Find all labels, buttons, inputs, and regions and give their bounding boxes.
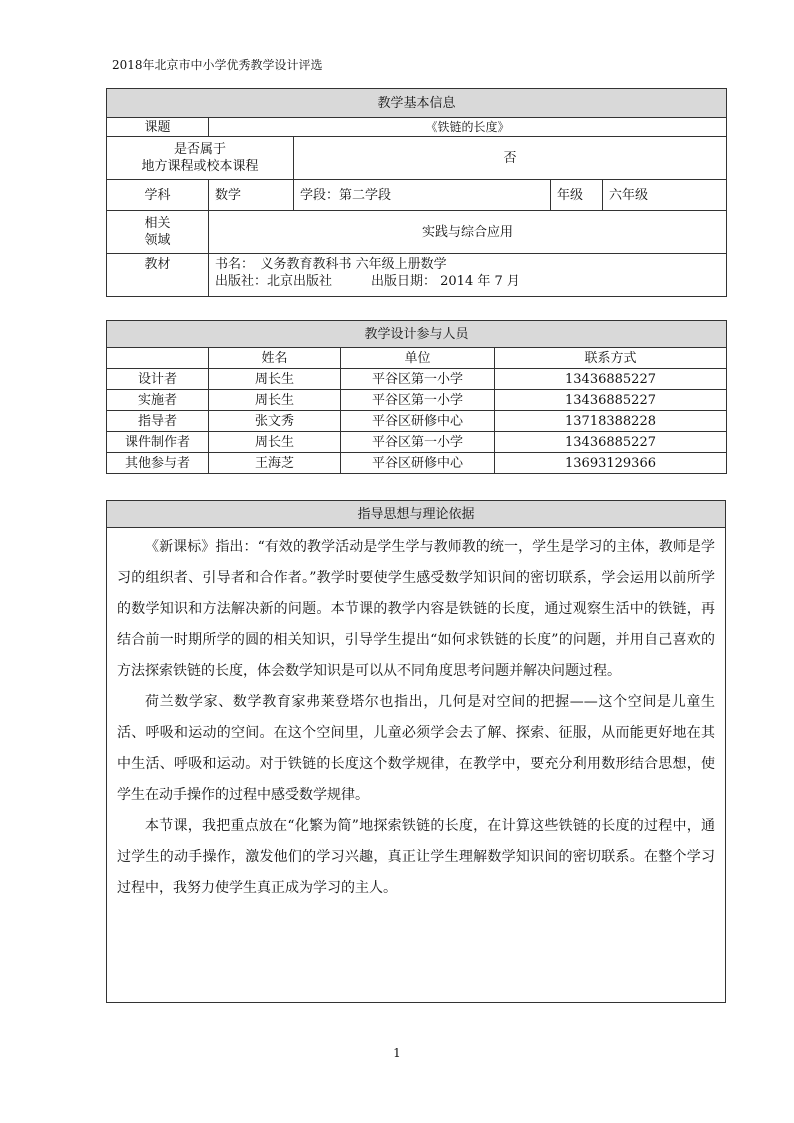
participant-unit: 平谷区第一小学 xyxy=(341,390,495,411)
table-row xyxy=(107,411,727,432)
participant-unit: 平谷区研修中心 xyxy=(341,453,495,474)
basic-info-table xyxy=(106,88,727,297)
participants-table xyxy=(106,320,727,474)
participant-unit: 平谷区第一小学 xyxy=(341,432,495,453)
table-row xyxy=(107,390,727,411)
participant-role: 指导者 xyxy=(107,411,209,432)
local-course-value: 否 xyxy=(294,137,727,180)
table-row xyxy=(107,453,727,474)
guidance-table xyxy=(106,500,726,1003)
textbook-info xyxy=(209,254,727,297)
column-header-role xyxy=(107,348,209,369)
participant-name: 周长生 xyxy=(209,390,341,411)
participant-unit: 平谷区第一小学 xyxy=(341,369,495,390)
grade-value: 六年级 xyxy=(603,180,727,211)
guidance-paragraph: 荷兰数学家、数学教育家弗莱登塔尔也指出，几何是对空间的把握——这个空间是儿童生活、呼吸和运动的空间。在这个空间里，儿童必须学会去了解、探索、征服，从而能更好地在其中生活、呼吸和运动。对于铁链的长度这个数学规律，在教学中，要充分利用数形结合思想，使学生在动手操作的过程中感受数学规律。 xyxy=(117,694,715,803)
grade-label: 年级 xyxy=(551,180,603,211)
participant-name: 王海芝 xyxy=(209,453,341,474)
participant-name: 张文秀 xyxy=(209,411,341,432)
participant-role: 其他参与者 xyxy=(107,453,209,474)
participants-heading: 教学设计参与人员 xyxy=(107,321,727,348)
participant-contact: 13436885227 xyxy=(495,390,727,411)
guidance-heading: 指导思想与理论依据 xyxy=(107,501,726,528)
column-header-contact: 联系方式 xyxy=(495,348,727,369)
subject-label: 学科 xyxy=(107,180,209,211)
page-header: 2018年北京市中小学优秀教学设计评选 xyxy=(112,58,323,72)
column-header-name: 姓名 xyxy=(209,348,341,369)
stage-value: 学段：第二学段 xyxy=(294,180,551,211)
participant-role: 实施者 xyxy=(107,390,209,411)
table-row xyxy=(107,432,727,453)
domain-label: 相关 领域 xyxy=(107,211,209,254)
guidance-content xyxy=(107,528,726,1003)
table-row xyxy=(107,369,727,390)
participant-role: 课件制作者 xyxy=(107,432,209,453)
domain-value: 实践与综合应用 xyxy=(209,211,727,254)
textbook-title-line: 书名： 义务教育教科书 六年级上册数学 xyxy=(215,257,447,272)
textbook-label: 教材 xyxy=(107,254,209,297)
local-course-label: 是否属于 地方课程或校本课程 xyxy=(107,137,294,180)
guidance-paragraph: 本节课，我把重点放在“化繁为简”地探索铁链的长度，在计算这些铁链的长度的过程中，通过学生的动手操作，激发他们的学习兴趣，真正让学生理解数学知识间的密切联系。在整个学习过程中，我努力使学生真正成为学习的主人。 xyxy=(117,818,715,896)
participant-name: 周长生 xyxy=(209,369,341,390)
page-number: 1 xyxy=(393,1046,401,1060)
guidance-paragraph: 《新课标》指出：“有效的教学活动是学生学与教师教的统一，学生是学习的主体，教师是学习的组织者、引导者和合作者。”教学时要使学生感受数学知识间的密切联系，学会运用以前所学的数学知识和方法解决新的问题。本节课的教学内容是铁链的长度，通过观察生活中的铁链，再结合前一时期所学的圆的相关知识，引导学生提出“如何求铁链的长度”的问题，并用自己喜欢的方法探索铁链的长度，体会数学知识是可以从不同角度思考问题并解决问题过程。 xyxy=(117,539,715,679)
participant-contact: 13693129366 xyxy=(495,453,727,474)
subject-value: 数学 xyxy=(209,180,294,211)
title-label: 课题 xyxy=(107,118,209,137)
participant-name: 周长生 xyxy=(209,432,341,453)
participant-contact: 13436885227 xyxy=(495,369,727,390)
textbook-publisher-line: 出版社：北京出版社 出版日期： 2014 年 7 月 xyxy=(215,274,520,289)
participant-contact: 13436885227 xyxy=(495,432,727,453)
basic-info-heading: 教学基本信息 xyxy=(107,89,727,118)
participant-contact: 13718388228 xyxy=(495,411,727,432)
column-header-unit: 单位 xyxy=(341,348,495,369)
participant-unit: 平谷区研修中心 xyxy=(341,411,495,432)
title-value: 《铁链的长度》 xyxy=(209,118,727,137)
participant-role: 设计者 xyxy=(107,369,209,390)
